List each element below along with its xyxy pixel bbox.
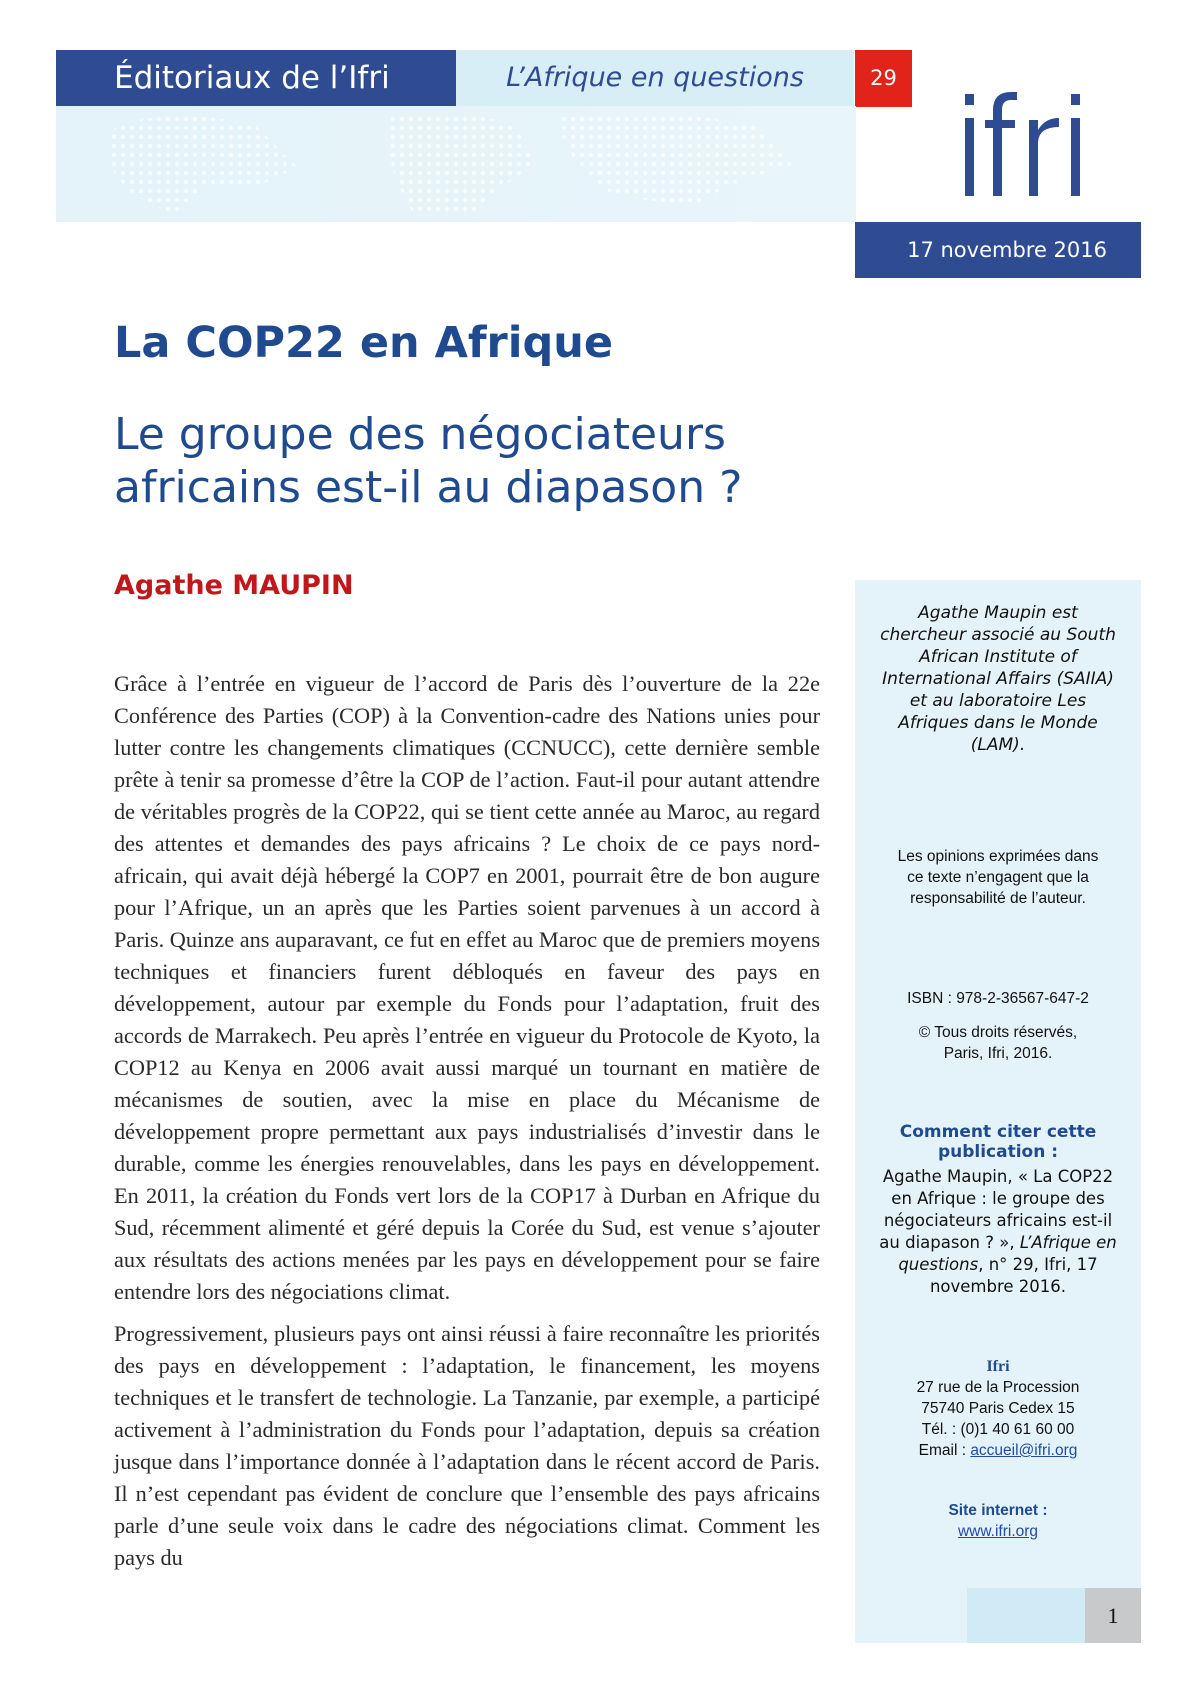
- address-org: Ifri: [986, 1358, 1010, 1375]
- address-city: 75740 Paris Cedex 15: [921, 1400, 1075, 1417]
- article-author: Agathe MAUPIN: [114, 570, 354, 601]
- article-subtitle: Le groupe des négociateurs africains est-il au diapason ?: [114, 409, 743, 513]
- article-body: [114, 668, 820, 1584]
- opinion-disclaimer: Les opinions exprimées dans ce texte n’engagent que la responsabilité de l’auteur.: [897, 848, 1099, 907]
- ifri-logo-icon: [955, 80, 1095, 210]
- email-label: Email :: [918, 1442, 971, 1459]
- sidebar: [855, 580, 1141, 1588]
- isbn: ISBN : 978-2-36567-647-2: [907, 990, 1089, 1007]
- citation-part: , n° 29, Ifri, 17 novembre 2016.: [929, 1255, 1098, 1296]
- collection-text: L’Afrique en questions: [506, 62, 804, 93]
- author-bio: Agathe Maupin est chercheur associé au South African Institute of International Affairs (SAIIA) et au laboratoire Les Afriques dans le Monde (LAM).: [880, 603, 1116, 755]
- address-phone: Tél. : (0)1 40 61 60 00: [921, 1421, 1075, 1438]
- citation-part: Agathe Maupin, « La COP22 en Afrique : le groupe des négociateurs africains est-il au diapason ? »,: [879, 1167, 1114, 1252]
- footer-accent: [967, 1588, 1085, 1643]
- citation-heading: Comment citer cette publication :: [899, 1122, 1097, 1162]
- world-map-dots-icon: [56, 106, 856, 222]
- website-link[interactable]: www.ifri.org: [957, 1523, 1039, 1540]
- article-title: La COP22 en Afrique: [114, 318, 614, 368]
- page-number: 1: [1085, 1588, 1141, 1643]
- issue-number-badge: 29: [855, 50, 912, 107]
- citation-collection: L’Afrique en questions: [898, 1233, 1117, 1274]
- website-label: Site internet :: [948, 1502, 1048, 1519]
- email-link[interactable]: accueil@ifri.org: [970, 1442, 1078, 1459]
- header-world-map-band: [56, 106, 856, 222]
- citation-text: [855, 1166, 1141, 1298]
- address-block: [855, 1356, 1141, 1461]
- series-label: Éditoriaux de l’Ifri: [56, 50, 456, 106]
- address-email-line: [879, 1440, 1117, 1461]
- body-paragraph: Progressivement, plusieurs pays ont ainsi réussi à faire reconnaître les priorités des pays en développement : l’adaptation, le financement, les moyens techniques et le transfert de technologie. La Tanzanie, par exemple, a participé activement à l’administration du Fonds pour l’adaptation, depuis sa création jusque dans l’importance donnée à l’adaptation dans le récent accord de Paris. Il n’est cependant pas évident de conclure que l’ensemble des pays africains parle d’une seule voix dans le cadre des négociations climat. Comment les pays du: [114, 1321, 820, 1570]
- collection-label: [456, 50, 854, 106]
- website-block: [855, 1500, 1141, 1542]
- publication-date: 17 novembre 2016: [855, 222, 1141, 278]
- copyright: © Tous droits réservés, Paris, Ifri, 2016.: [918, 1024, 1078, 1062]
- address-street: 27 rue de la Procession: [916, 1379, 1080, 1396]
- body-paragraph: Grâce à l’entrée en vigueur de l’accord de Paris dès l’ouverture de la 22e Conférence des Parties (COP) à la Convention-cadre des Nations unies pour lutter contre les changements climatiques (CCNUCC), cette dernière semble prête à tenir sa promesse d’être la COP de l’action. Faut-il pour autant attendre de véritables progrès de la COP22, qui se tient cette année au Maroc, au regard des attentes et demandes des pays africains ? Le choix de ce pays nord-africain, qui avait déjà hébergé la COP7 en 2001, pourrait être de bon augure pour l’Afrique, un an après que les Parties soient parvenues à un accord à Paris. Quinze ans auparavant, ce fut en effet au Maroc que de premiers moyens techniques et financiers furent débloqués en faveur des pays en développement, autour par exemple du Fonds pour l’adaptation, fruit des accords de Marrakech. Peu après l’entrée en vigueur du Protocole de Kyoto, la COP12 au Kenya en 2006 avait aussi marqué un tournant en matière de mécanismes de soutien, avec la mise en place du Mécanisme de développement propre permettant aux pays industrialisés d’investir dans le durable, comme les énergies renouvelables, dans les pays en développement. En 2011, la création du Fonds vert lors de la COP17 à Durban en Afrique du Sud, récemment alimenté et géré depuis la Corée du Sud, est venue s’ajouter aux résultats des actions menées par les pays en développement pour se faire entendre lors des négociations climat.: [114, 671, 820, 1304]
